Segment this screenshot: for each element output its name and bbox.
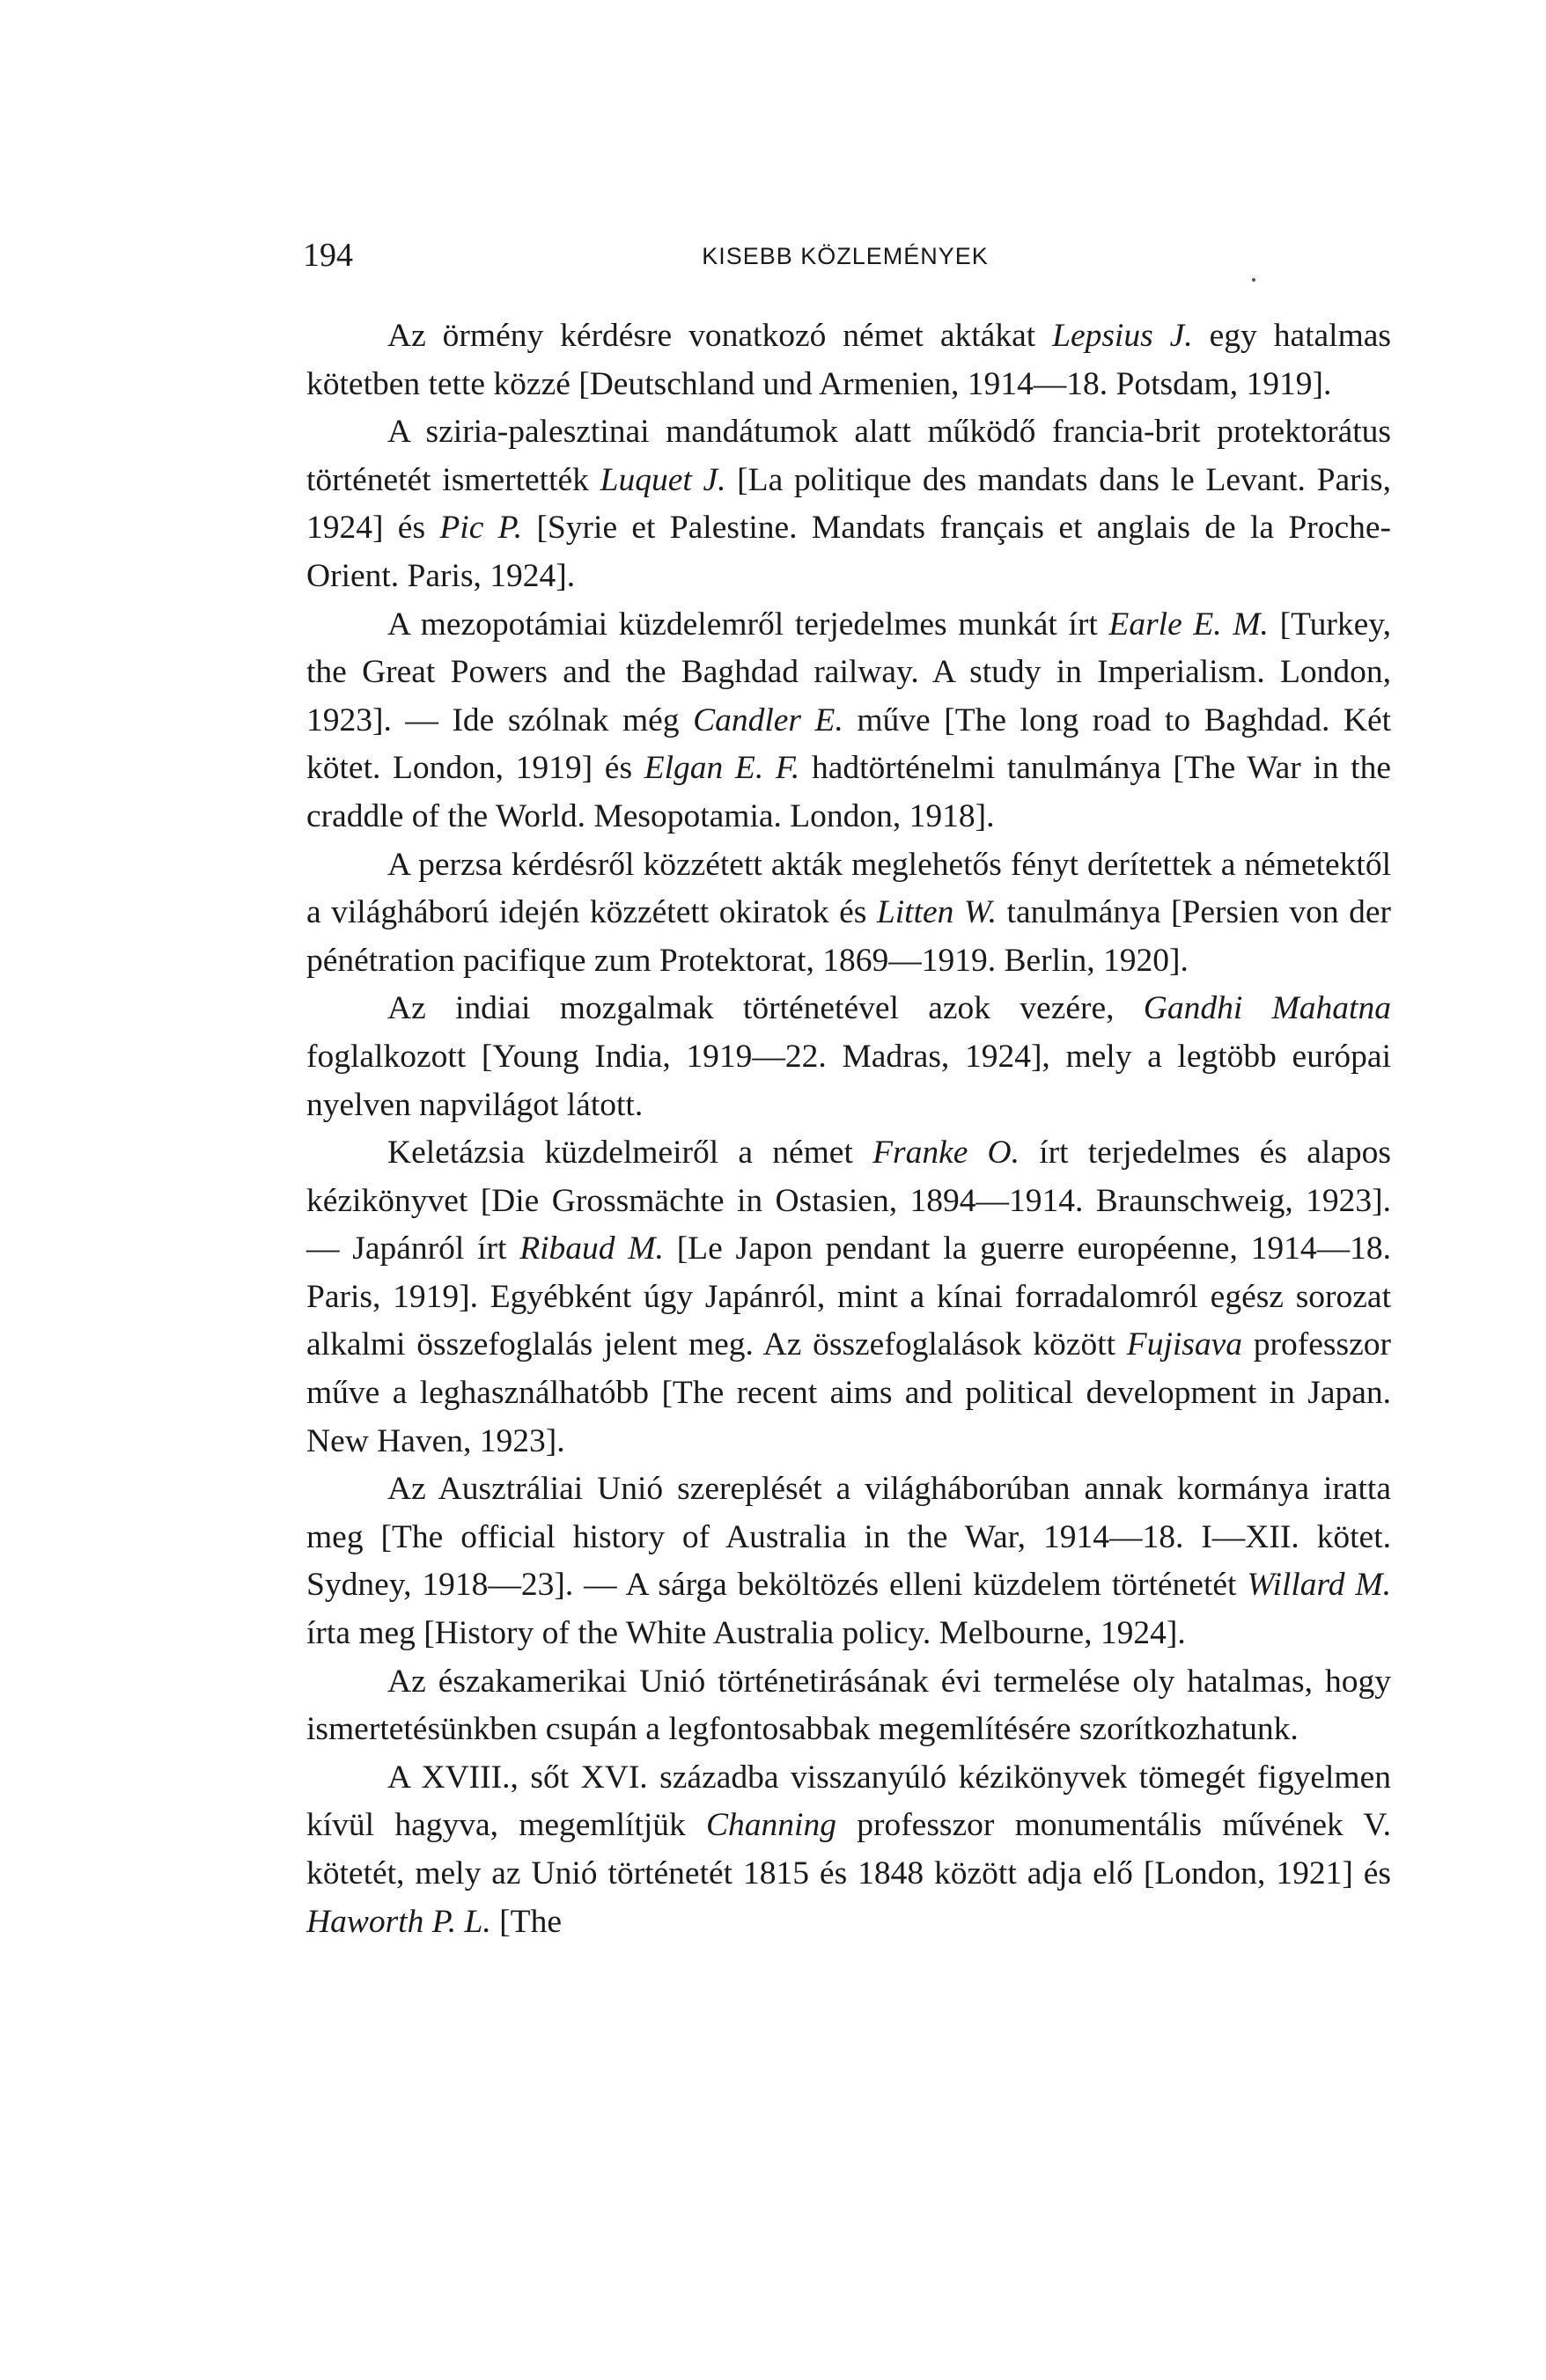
text-run: professzor műve a leghasználhatóbb [The recent aims and political development in Japan. New Haven, 1923]. xyxy=(306,1326,1391,1459)
paragraph xyxy=(306,841,1391,986)
section-title: KISEBB KÖZLEMÉNYEK xyxy=(702,243,989,269)
author-name: Ribaud M. xyxy=(519,1230,664,1267)
author-name: Elgan E. F. xyxy=(644,750,800,787)
text-run: tanulmánya [Persien von der pénétration pacifique zum Protektorat, 1869—1919. Berlin, 1920]. xyxy=(306,894,1391,979)
text-run: [Turkey, the Great Powers and the Baghdad railway. A study in Imperialism. London, 1923]. — Ide szólnak még xyxy=(306,606,1391,738)
paragraph xyxy=(306,408,1391,600)
author-name: Channing xyxy=(706,1807,836,1844)
author-name: Willard M. xyxy=(1247,1567,1391,1604)
author-name: Candler E. xyxy=(693,702,843,738)
paragraph xyxy=(306,1465,1391,1657)
author-name: Luquet J. xyxy=(600,461,726,498)
paragraph xyxy=(306,601,1391,841)
author-name: Haworth P. L. xyxy=(306,1903,491,1940)
paragraph xyxy=(306,312,1391,408)
text-run: írt terjedelmes és alapos kézikönyvet [Die Grossmächte in Ostasien, 1894—1914. Braunschweig, 1923]. — Japánról írt xyxy=(306,1135,1391,1267)
author-name: Gandhi Mahatna xyxy=(1143,990,1391,1027)
text-run: professzor monumentális művének V. kötetét, mely az Unió történetét 1815 és 1848 között adja elő [London, 1921] és xyxy=(306,1807,1391,1892)
text-run: írta meg [History of the White Australia policy. Melbourne, 1924]. xyxy=(306,1615,1186,1652)
text-run: A XVIII., sőt XVI. századba visszanyúló kézikönyvek tömegét figyelmen kívül hagyva, megemlítjük xyxy=(306,1759,1391,1844)
text-run: Az örmény kérdésre vonatkozó német aktákat xyxy=(387,318,1053,354)
text-run: Az indiai mozgalmak történetével azok vezére, xyxy=(387,990,1144,1027)
body-text xyxy=(306,312,1391,1946)
text-run: A perzsa kérdésről közzétett akták meglehetős fényt derítettek a németektől a világháború idején közzétett okiratok és xyxy=(306,846,1391,931)
text-run: foglalkozott [Young India, 1919—22. Madras, 1924], mely a legtöbb európai nyelven napvilágot látott. xyxy=(306,1038,1391,1123)
text-run: műve [The long road to Baghdad. Két kötet. London, 1919] és xyxy=(306,702,1392,787)
text-run: hadtörténelmi tanulmánya [The War in the craddle of the World. Mesopotamia. London, 1918]. xyxy=(306,750,1391,834)
paragraph xyxy=(306,985,1391,1129)
text-run: egy hatalmas kötetben tette közzé [Deutschland und Armenien, 1914—18. Potsdam, 1919]. xyxy=(306,318,1391,402)
text-run: Az északamerikai Unió történetirásának évi termelése oly hatalmas, hogy ismertetésünkben csupán a legfontosabbak megemlítésére szorítkozhatunk. xyxy=(306,1663,1391,1748)
author-name: Pic P. xyxy=(439,510,523,547)
text-run: [Syrie et Palestine. Mandats français et anglais de la Proche-Orient. Paris, 1924]. xyxy=(306,510,1391,594)
text-run: [La politique des mandats dans le Levant. Paris, 1924] és xyxy=(306,461,1391,547)
author-name: Fujisava xyxy=(1126,1326,1243,1363)
print-speck xyxy=(1252,278,1255,282)
text-run: [Le Japon pendant la guerre européenne, 1914—18. Paris, 1919]. Egyébként úgy Japánról, mint a kínai forradalomról egész sorozat alkalmi összefoglalás jelent meg. Az összefoglalások között xyxy=(306,1230,1391,1363)
page-number: 194 xyxy=(303,237,353,274)
paragraph xyxy=(306,1658,1391,1754)
text-run: [The xyxy=(490,1903,562,1940)
text-run: A mezopotámiai küzdelemről terjedelmes munkát írt xyxy=(387,606,1109,643)
author-name: Lepsius J. xyxy=(1052,318,1193,354)
paragraph xyxy=(306,1754,1391,1946)
running-head xyxy=(303,233,1388,277)
text-run: Az Ausztráliai Unió szereplését a világháborúban annak kormánya iratta meg [The official history of Australia in the War, 1914—18. I—XII. kötet. Sydney, 1918—23]. — A sárga beköltözés elleni küzdelem történetét xyxy=(306,1471,1391,1604)
text-run: Keletázsia küzdelmeiről a német xyxy=(387,1135,873,1172)
author-name: Franke O. xyxy=(872,1135,1020,1172)
paragraph xyxy=(306,1129,1391,1465)
author-name: Litten W. xyxy=(876,894,998,931)
author-name: Earle E. M. xyxy=(1108,606,1269,643)
text-run: A sziria-palesztinai mandátumok alatt működő francia-brit protektorátus történetét ismertették xyxy=(306,414,1391,498)
